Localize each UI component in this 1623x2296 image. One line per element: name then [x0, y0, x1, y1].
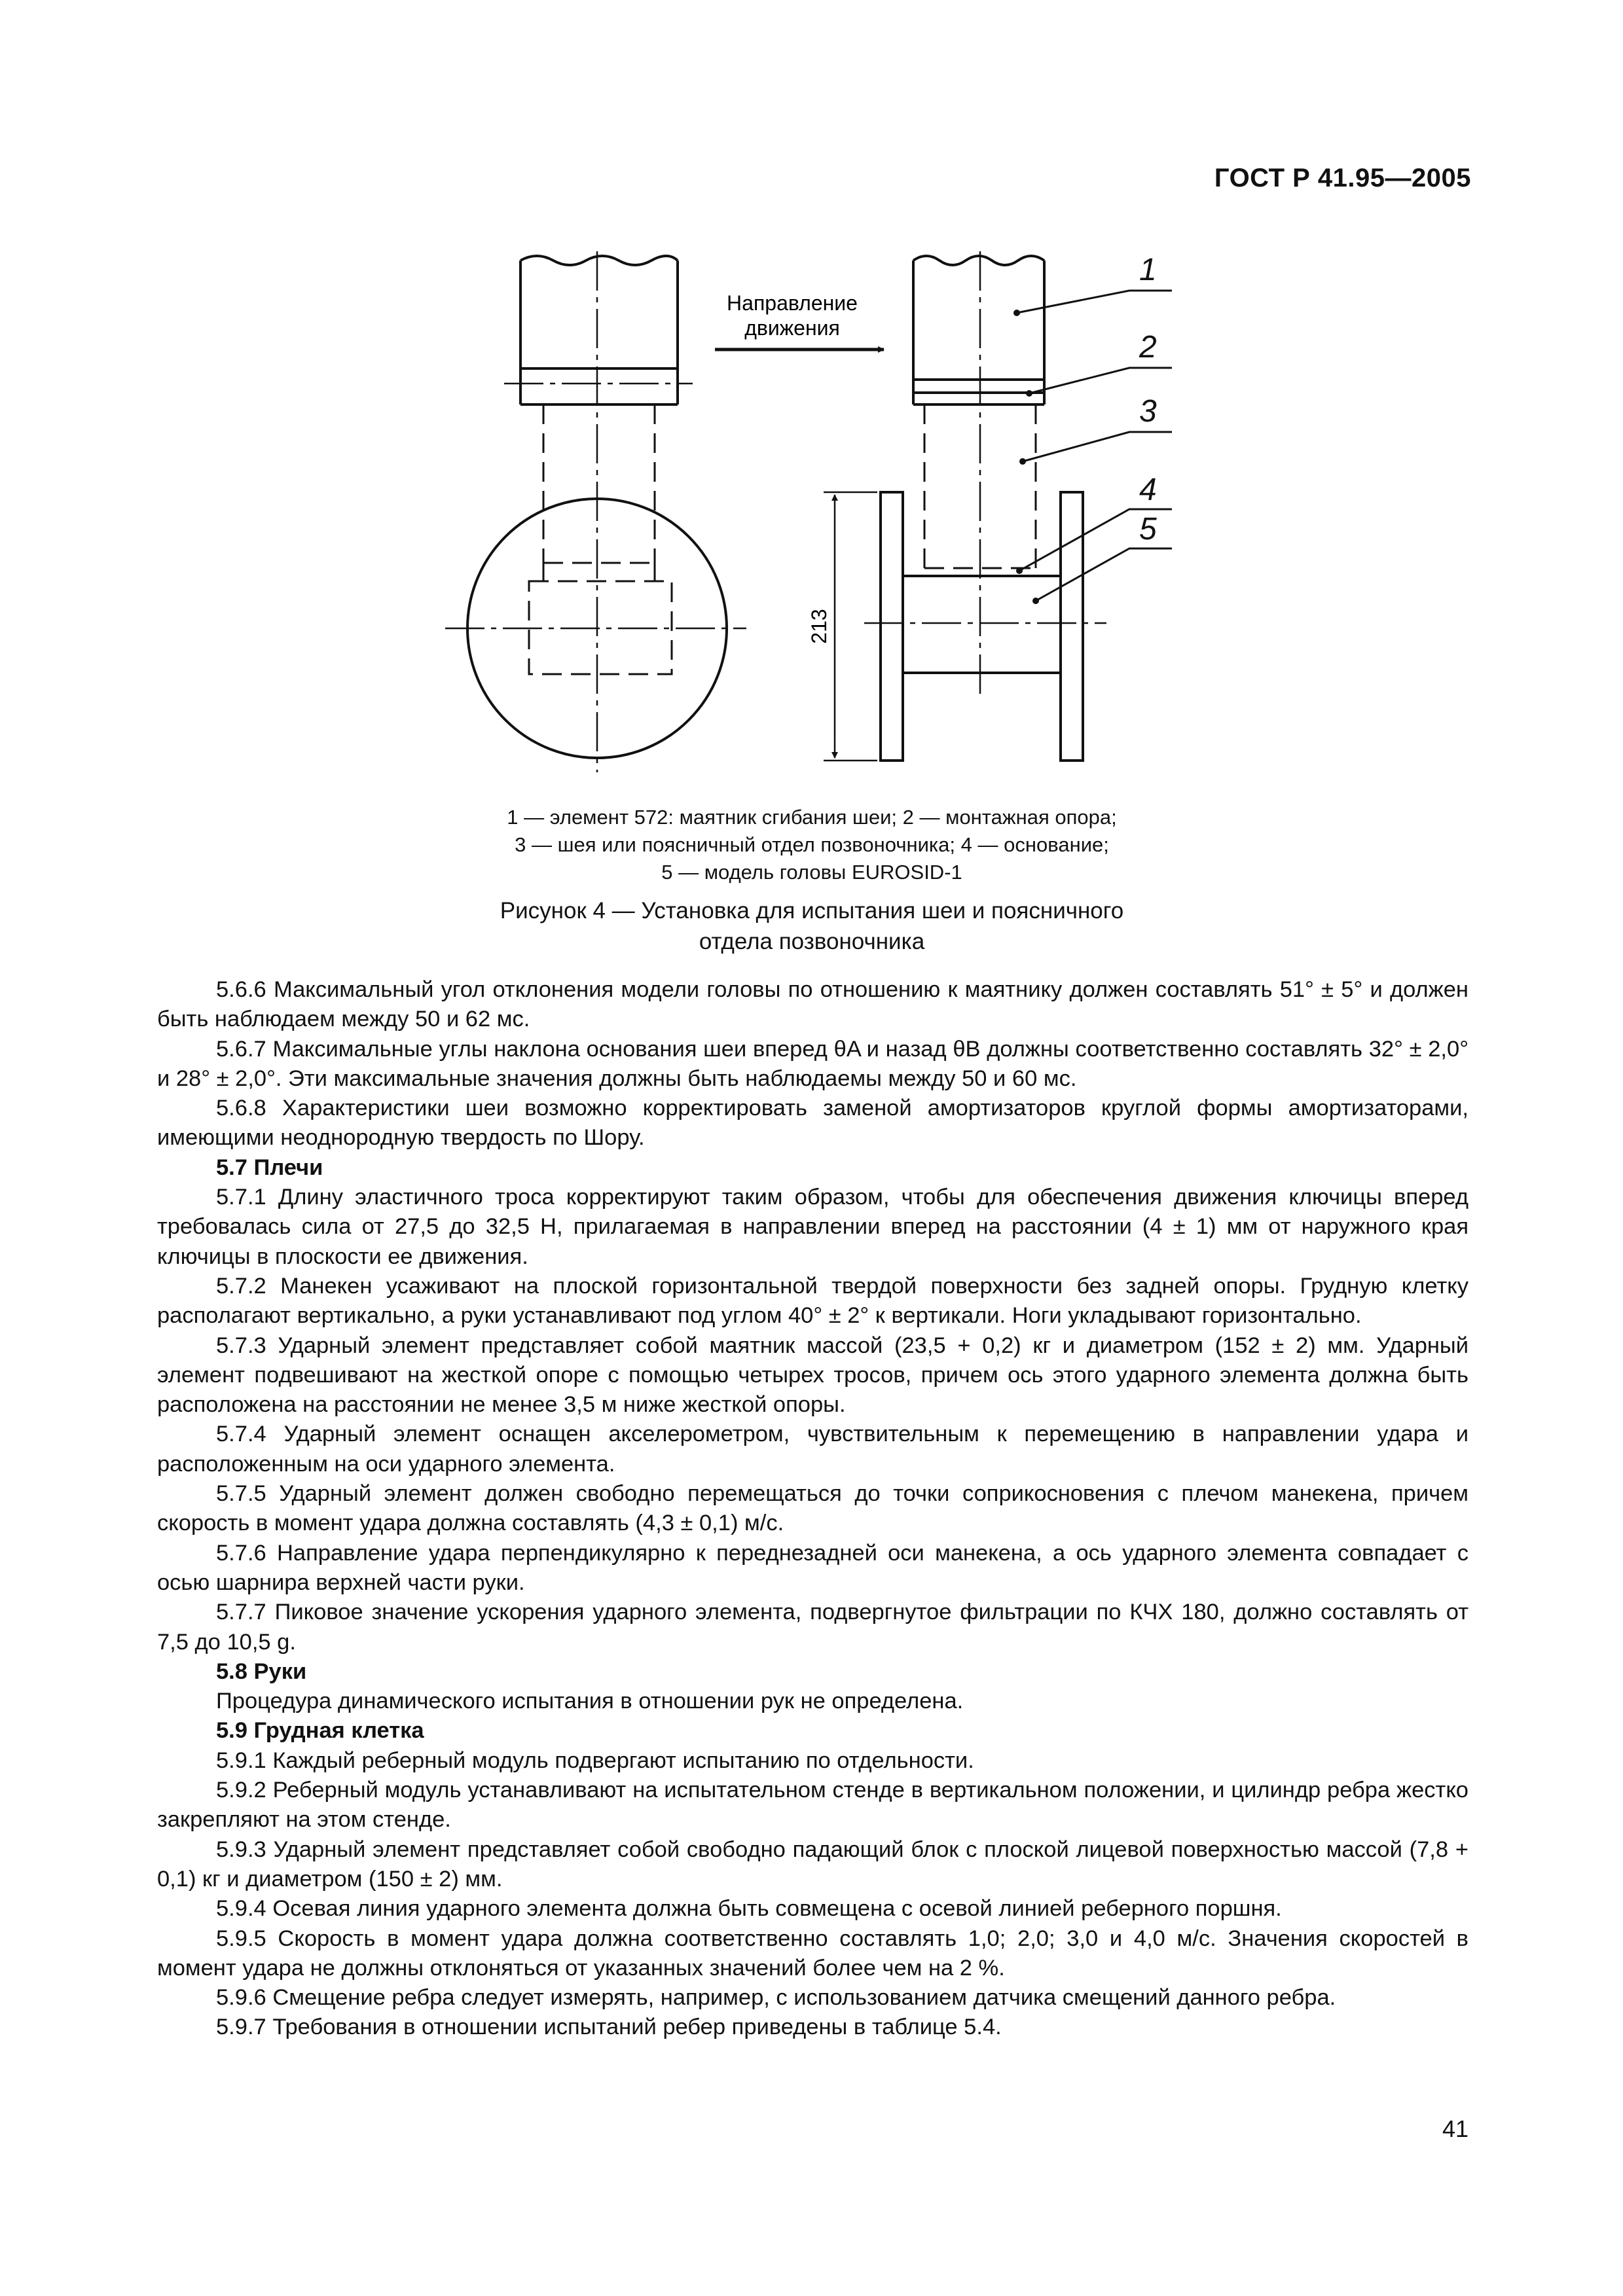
paragraph: 5.7.6 Направление удара перпендикулярно к переднезадней оси манекена, а ось ударного элемента совпадает с осью шарнира верхней части руки. — [157, 1540, 1468, 1595]
dimension-213 — [824, 492, 877, 761]
paragraph: 5.9.5 Скорость в момент удара должна соответственно составлять 1,0; 2,0; 3,0 и 4,0 м/с. Значения скоростей в момент удара не должны отклоняться от указанных значений более чем на 2 %. — [157, 1926, 1468, 1981]
section-heading: 5.8 Руки — [216, 1659, 307, 1684]
callout-3: 3 — [1139, 394, 1157, 429]
paragraph: 5.9.1 Каждый реберный модуль подвергают испытанию по отдельности. — [216, 1748, 974, 1773]
callout-2: 2 — [1139, 330, 1157, 365]
paragraph: 5.7.1 Длину эластичного троса корректируют таким образом, чтобы для обеспечения движения ключицы вперед требовалась сила от 27,5 до 32,5 Н, прилагаемая в направлении вперед на расстоянии (4 ± 1) мм от наружного края ключицы в плоскости ее движения. — [157, 1185, 1468, 1269]
legend-line: 1 — элемент 572: маятник сгибания шеи; 2 — монтажная опора; — [507, 806, 1117, 829]
caption-line: Рисунок 4 — Установка для испытания шеи и поясничного — [500, 898, 1124, 924]
paragraph: 5.9.7 Требования в отношении испытаний ребер приведены в таблице 5.4. — [216, 2015, 1002, 2040]
paragraph: 5.9.6 Смещение ребра следует измерять, например, с использованием датчика смещений данного ребра. — [216, 1985, 1336, 2011]
figure-legend — [249, 804, 1375, 886]
direction-label-line2: движения — [744, 316, 840, 340]
dimension-label: 213 — [807, 609, 831, 644]
paragraph: 5.9.2 Реберный модуль устанавливают на испытательном стенде в вертикальном положении, и цилиндр ребра жестко закрепляют на этом стенде. — [157, 1778, 1468, 1833]
paragraph: 5.6.7 Максимальные углы наклона основания шеи вперед θA и назад θB должны соответственно составлять 32° ± 2,0° и 28° ± 2,0°. Эти максимальные значения должны быть наблюдаемы между 50 и 60 мс. — [157, 1036, 1468, 1091]
standard-id: ГОСТ Р 41.95—2005 — [1214, 164, 1471, 192]
test-setup-figure — [0, 0, 1623, 812]
callout-4: 4 — [1139, 473, 1157, 507]
left-pendulum — [520, 256, 678, 404]
paragraph: 5.7.4 Ударный элемент оснащен акселерометром, чувствительным к перемещению в направлении удара и расположенным на оси ударного элемента. — [157, 1422, 1468, 1477]
paragraph: 5.7.2 Манекен усаживают на плоской горизонтальной твердой поверхности без задней опоры. Грудную клетку располагают вертикально, а руки устанавливают под углом 40° ± 2° к вертикали. Ноги укладывают горизонтально. — [157, 1273, 1468, 1329]
paragraph: Процедура динамического испытания в отношении рук не определена. — [216, 1689, 964, 1714]
left-centerlines — [445, 251, 746, 772]
body-text — [157, 975, 1468, 2043]
paragraph: 5.7.7 Пиковое значение ускорения ударного элемента, подвергнутое фильтрации по КЧХ 180, должно составлять от 7,5 до 10,5 g. — [157, 1600, 1468, 1655]
right-head-model — [881, 492, 1083, 761]
caption-line: отдела позвоночника — [699, 929, 925, 954]
direction-label-line1: Направление — [727, 291, 858, 315]
paragraph: 5.7.3 Ударный элемент представляет собой маятник массой (23,5 + 0,2) кг и диаметром (152 ± 2) мм. Ударный элемент подвешивают на жесткой опоре с помощью четырех тросов, причем ось этого ударного элемента должна быть расположена на расстоянии не менее 3,5 м ниже жесткой опоры. — [157, 1333, 1468, 1418]
paragraph: 5.7.5 Ударный элемент должен свободно перемещаться до точки соприкосновения с плечом манекена, причем скорость в момент удара должна составлять (4,3 ± 0,1) м/с. — [157, 1481, 1468, 1536]
legend-line: 3 — шея или поясничный отдел позвоночника; 4 — основание; — [515, 833, 1109, 856]
left-neck-hidden-lines — [529, 404, 672, 674]
paragraph: 5.6.6 Максимальный угол отклонения модели головы по отношению к маятнику должен составлять 51° ± 5° и должен быть наблюдаем между 50 и 62 мс. — [157, 977, 1468, 1032]
legend-line: 5 — модель головы EUROSID-1 — [661, 861, 962, 884]
right-pendulum — [913, 256, 1044, 404]
right-centerlines — [864, 251, 1106, 694]
paragraph: 5.9.4 Осевая линия ударного элемента должна быть совмещена с осевой линией реберного поршня. — [216, 1896, 1282, 1922]
paragraph: 5.6.8 Характеристики шеи возможно корректировать заменой амортизаторов круглой формы амортизаторами, имеющими неоднородную твердость по Шору. — [157, 1096, 1468, 1151]
callout-1: 1 — [1139, 253, 1157, 287]
figure-caption — [249, 895, 1375, 957]
section-heading: 5.9 Грудная клетка — [216, 1718, 424, 1744]
paragraph: 5.9.3 Ударный элемент представляет собой свободно падающий блок с плоской лицевой поверхностью массой (7,8 + 0,1) кг и диаметром (150 ± 2) мм. — [157, 1837, 1468, 1892]
section-heading: 5.7 Плечи — [216, 1155, 323, 1180]
callout-5: 5 — [1139, 512, 1157, 547]
page-number: 41 — [1442, 2115, 1468, 2142]
